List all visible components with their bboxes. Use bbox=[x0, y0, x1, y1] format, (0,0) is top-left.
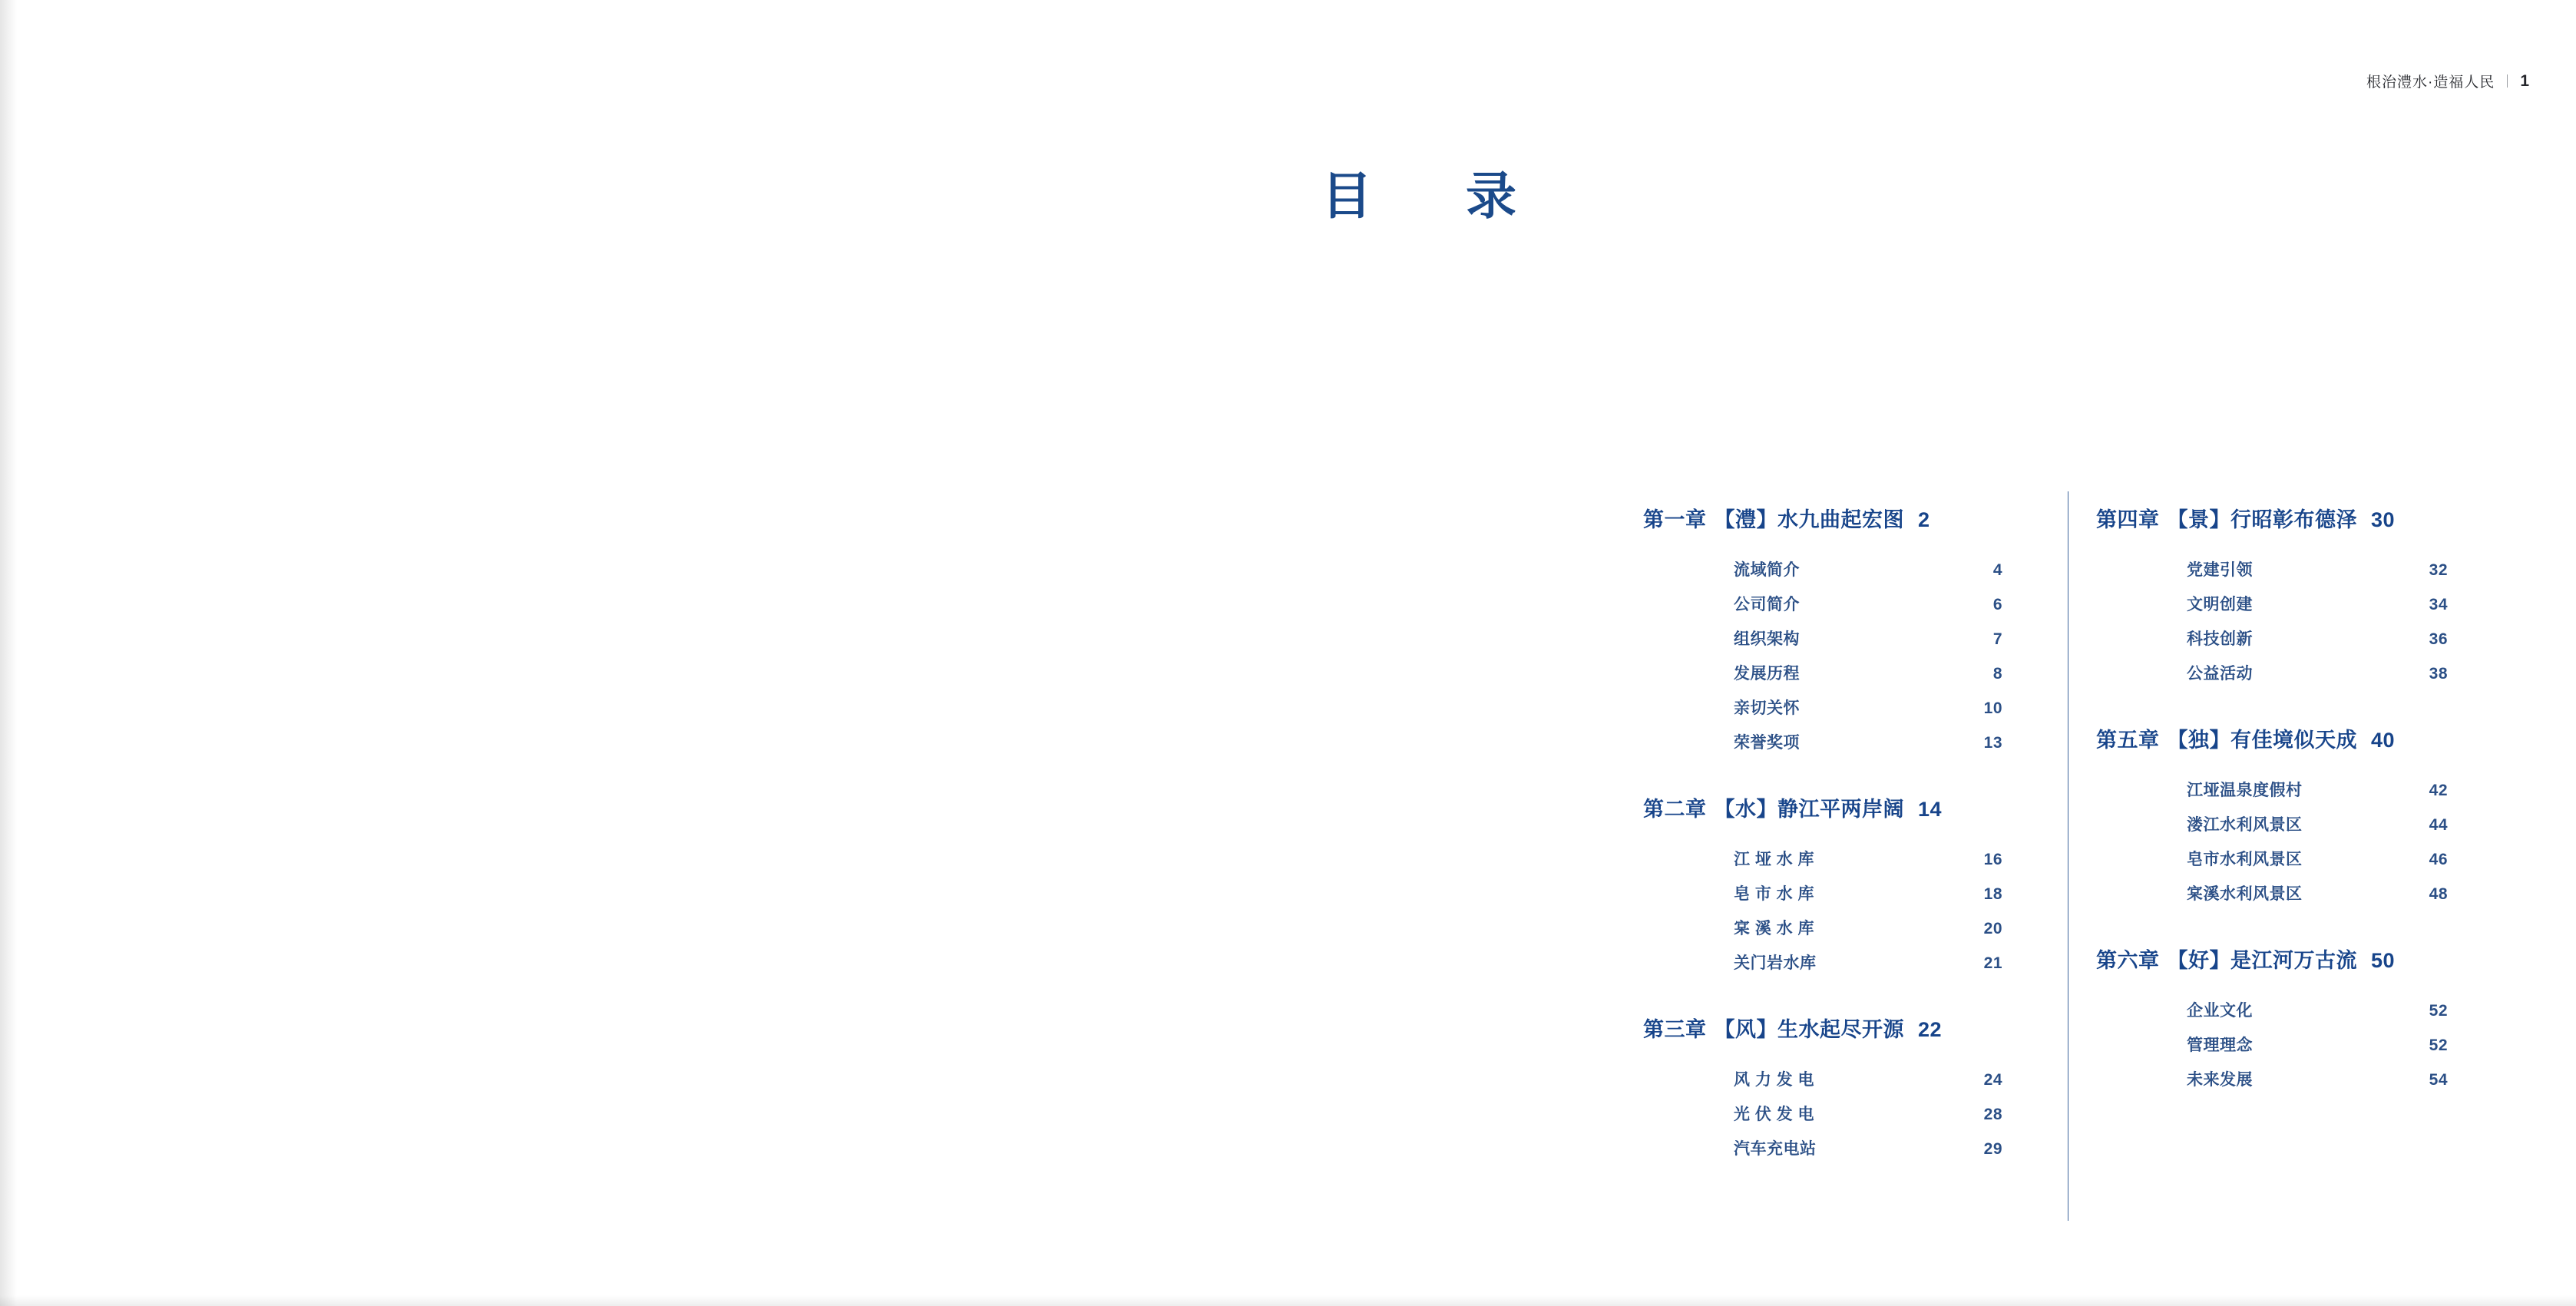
entry-title: 宲 溪 水 库 bbox=[1734, 919, 1815, 937]
chapter-entries bbox=[2187, 992, 2448, 1096]
entry-title: 汽车充电站 bbox=[1734, 1139, 1817, 1158]
toc-entry[interactable] bbox=[2187, 1027, 2448, 1061]
toc-entry[interactable] bbox=[2187, 620, 2448, 655]
toc-entry[interactable] bbox=[2187, 806, 2448, 841]
entry-page: 42 bbox=[2429, 781, 2448, 799]
entry-page: 36 bbox=[2429, 630, 2448, 648]
entry-page: 16 bbox=[1983, 850, 2002, 868]
entry-page: 13 bbox=[1983, 733, 2002, 752]
toc-entry[interactable] bbox=[1734, 724, 2002, 759]
toc-entry[interactable] bbox=[2187, 1061, 2448, 1096]
entry-title: 企业文化 bbox=[2187, 1001, 2253, 1020]
entry-title: 江 垭 水 库 bbox=[1734, 850, 1815, 868]
entry-page: 29 bbox=[1983, 1139, 2002, 1158]
chapter-label: 第四章 bbox=[2096, 508, 2160, 531]
entry-title: 风 力 发 电 bbox=[1734, 1070, 1815, 1089]
page-number: 1 bbox=[2520, 71, 2530, 90]
chapter-entries bbox=[2187, 772, 2448, 910]
entry-page: 21 bbox=[1983, 954, 2002, 972]
entry-page: 20 bbox=[1983, 919, 2002, 937]
chapter-label: 第一章 bbox=[1643, 508, 1707, 531]
entry-title: 管理理念 bbox=[2187, 1036, 2253, 1054]
entry-title: 公司简介 bbox=[1734, 595, 1800, 613]
entry-title: 组织架构 bbox=[1734, 630, 1800, 648]
entry-page: 32 bbox=[2429, 560, 2448, 579]
chapter-label: 第二章 bbox=[1643, 798, 1707, 821]
chapter-label: 第三章 bbox=[1643, 1018, 1707, 1041]
page-gutter-shadow bbox=[0, 0, 17, 1306]
chapter-block bbox=[2096, 503, 2503, 689]
entry-page: 44 bbox=[2429, 815, 2448, 834]
toc-entry[interactable] bbox=[2187, 772, 2448, 806]
toc-entry[interactable] bbox=[2187, 841, 2448, 875]
entry-page: 10 bbox=[1983, 699, 2002, 717]
entry-title: 皂市水利风景区 bbox=[2187, 850, 2303, 868]
chapter-block bbox=[1643, 503, 2050, 759]
chapter-label: 第五章 bbox=[2096, 729, 2160, 752]
chapter-page: 40 bbox=[2371, 729, 2396, 752]
chapter-block bbox=[2096, 944, 2503, 1096]
toc-entry[interactable] bbox=[1734, 655, 2002, 689]
chapter-name: 【水】静江平两岸阔 bbox=[1714, 798, 1904, 821]
running-header-text: 根治澧水·造福人民 bbox=[2366, 74, 2495, 91]
entry-page: 48 bbox=[2429, 884, 2448, 903]
chapter-heading[interactable] bbox=[2096, 503, 2503, 533]
entry-page: 52 bbox=[2429, 1001, 2448, 1020]
page-title: 目 录 bbox=[1321, 167, 1538, 224]
page-bottom-shadow bbox=[0, 1295, 2576, 1306]
entry-title: 流域简介 bbox=[1734, 560, 1800, 579]
chapter-entries bbox=[2187, 551, 2448, 689]
chapter-block bbox=[1643, 1013, 2050, 1165]
chapter-entries bbox=[1734, 841, 2002, 979]
entry-title: 发展历程 bbox=[1734, 664, 1800, 683]
entry-page: 52 bbox=[2429, 1036, 2448, 1054]
running-header-divider bbox=[2507, 74, 2508, 88]
toc-entry[interactable] bbox=[1734, 875, 2002, 910]
chapter-name: 【独】有佳境似天成 bbox=[2167, 729, 2357, 752]
entry-title: 未来发展 bbox=[2187, 1070, 2253, 1089]
entry-title: 宲溪水利风景区 bbox=[2187, 884, 2303, 903]
entry-page: 18 bbox=[1983, 884, 2002, 903]
chapter-name: 【风】生水起尽开源 bbox=[1714, 1018, 1904, 1041]
chapter-name: 【澧】水九曲起宏图 bbox=[1714, 508, 1904, 531]
entry-page: 34 bbox=[2429, 595, 2448, 613]
toc-entry[interactable] bbox=[2187, 586, 2448, 620]
chapter-page: 14 bbox=[1918, 798, 1943, 821]
entry-title: 江垭温泉度假村 bbox=[2187, 781, 2303, 799]
entry-page: 24 bbox=[1983, 1070, 2002, 1089]
entry-page: 28 bbox=[1983, 1105, 2002, 1123]
chapter-entries bbox=[1734, 1061, 2002, 1165]
entry-title: 光 伏 发 电 bbox=[1734, 1105, 1815, 1123]
entry-title: 关门岩水库 bbox=[1734, 954, 1817, 972]
chapter-page: 2 bbox=[1918, 508, 1930, 531]
entry-title: 皂 市 水 库 bbox=[1734, 884, 1815, 903]
toc-columns bbox=[1643, 503, 2503, 1165]
entry-title: 公益活动 bbox=[2187, 664, 2253, 683]
entry-title: 文明创建 bbox=[2187, 595, 2253, 613]
chapter-page: 22 bbox=[1918, 1018, 1943, 1041]
entry-page: 38 bbox=[2429, 664, 2448, 683]
toc-entry[interactable] bbox=[2187, 655, 2448, 689]
chapter-block bbox=[2096, 723, 2503, 910]
toc-entry[interactable] bbox=[1734, 910, 2002, 944]
toc-entry[interactable] bbox=[1734, 1096, 2002, 1130]
entry-page: 8 bbox=[1992, 664, 2002, 683]
chapter-label: 第六章 bbox=[2096, 949, 2160, 972]
toc-entry[interactable] bbox=[1734, 944, 2002, 979]
chapter-name: 【好】是江河万古流 bbox=[2167, 949, 2357, 972]
chapter-page: 30 bbox=[2371, 508, 2396, 531]
entry-title: 科技创新 bbox=[2187, 630, 2253, 648]
chapter-heading[interactable] bbox=[2096, 944, 2503, 974]
chapter-page: 50 bbox=[2371, 949, 2396, 972]
chapter-heading[interactable] bbox=[1643, 1013, 2050, 1043]
toc-entry[interactable] bbox=[1734, 841, 2002, 875]
toc-entry[interactable] bbox=[1734, 1130, 2002, 1165]
entry-title: 亲切关怀 bbox=[1734, 699, 1800, 717]
entry-page: 6 bbox=[1992, 595, 2002, 613]
toc-entry[interactable] bbox=[2187, 875, 2448, 910]
entry-page: 4 bbox=[1992, 560, 2002, 579]
chapter-block bbox=[1643, 792, 2050, 979]
toc-entry[interactable] bbox=[1734, 689, 2002, 724]
chapter-heading[interactable] bbox=[1643, 792, 2050, 822]
toc-entry[interactable] bbox=[1734, 551, 2002, 586]
chapter-name: 【景】行昭彰布德泽 bbox=[2167, 508, 2357, 531]
chapter-heading[interactable] bbox=[2096, 723, 2503, 753]
toc-entry[interactable] bbox=[1734, 1061, 2002, 1096]
toc-column-right bbox=[2050, 503, 2503, 1165]
toc-column-left bbox=[1643, 503, 2050, 1165]
entry-title: 荣誉奖项 bbox=[1734, 733, 1800, 752]
toc-entry[interactable] bbox=[1734, 620, 2002, 655]
chapter-entries bbox=[1734, 551, 2002, 759]
entry-page: 46 bbox=[2429, 850, 2448, 868]
running-header bbox=[2366, 71, 2530, 91]
toc-entry[interactable] bbox=[1734, 586, 2002, 620]
toc-entry[interactable] bbox=[2187, 992, 2448, 1027]
entry-page: 7 bbox=[1992, 630, 2002, 648]
entry-page: 54 bbox=[2429, 1070, 2448, 1089]
entry-title: 党建引领 bbox=[2187, 560, 2253, 579]
chapter-heading[interactable] bbox=[1643, 503, 2050, 533]
entry-title: 溇江水利风景区 bbox=[2187, 815, 2303, 834]
toc-entry[interactable] bbox=[2187, 551, 2448, 586]
